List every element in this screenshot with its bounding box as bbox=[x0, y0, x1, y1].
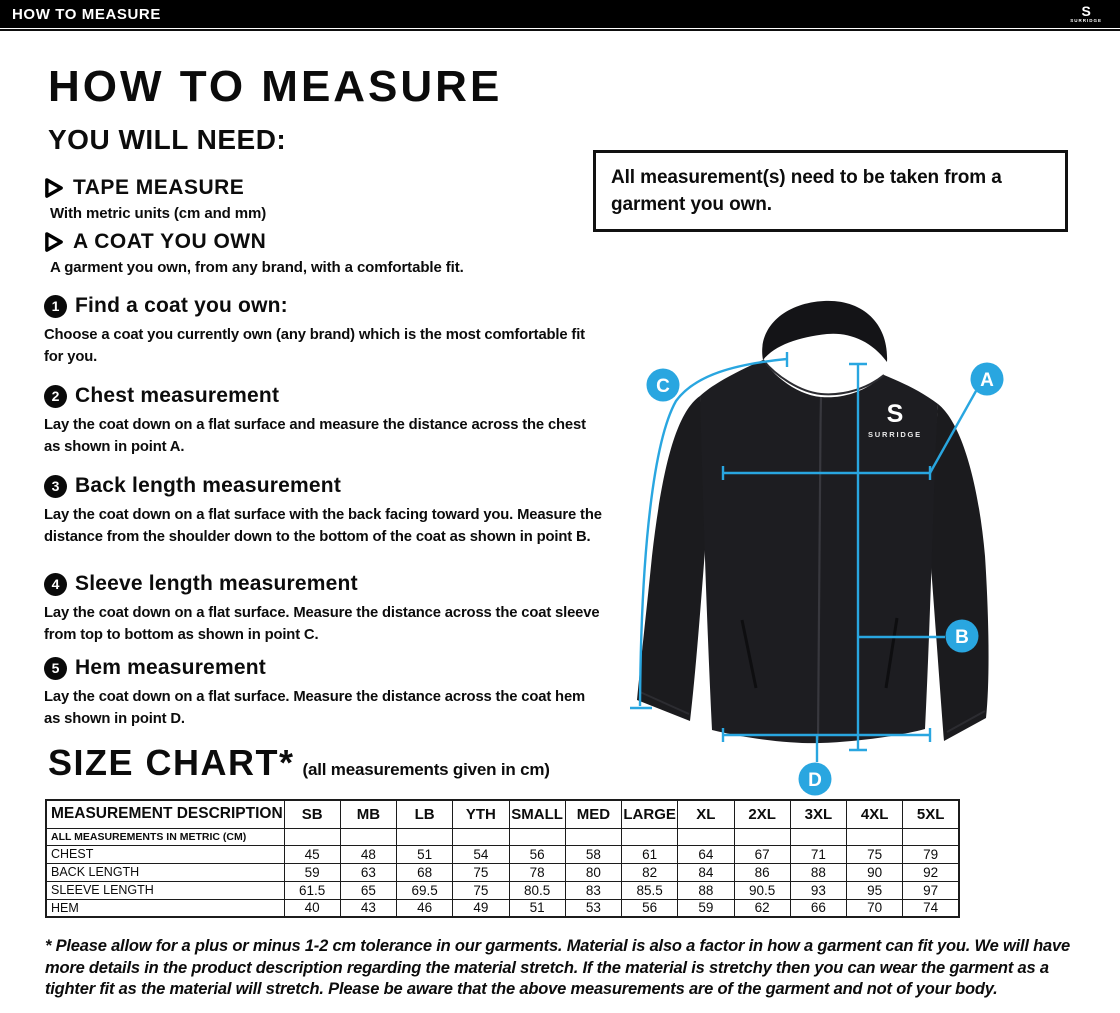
empty-cell bbox=[790, 828, 846, 845]
step-number-badge: 5 bbox=[44, 657, 67, 680]
step-title: Find a coat you own: bbox=[75, 294, 288, 317]
notice-box bbox=[593, 150, 1068, 232]
notice-text: All measurement(s) need to be taken from a garment you own. bbox=[611, 167, 1002, 215]
step-description: Lay the coat down on a flat surface with the back facing toward you. Measure the distance from the shoulder down to the bottom of the coat as shown in point B. bbox=[44, 507, 602, 545]
size-value-cell: 74 bbox=[903, 899, 959, 917]
size-value-cell: 82 bbox=[622, 863, 678, 881]
size-value-cell: 51 bbox=[509, 899, 565, 917]
size-column-header: LARGE bbox=[622, 800, 678, 828]
topbar-title: HOW TO MEASURE bbox=[12, 5, 161, 23]
size-column-header: 4XL bbox=[847, 800, 903, 828]
size-value-cell: 90 bbox=[847, 863, 903, 881]
empty-cell bbox=[453, 828, 509, 845]
empty-cell bbox=[340, 828, 396, 845]
point-d-label: D bbox=[808, 770, 822, 791]
size-value-cell: 70 bbox=[847, 899, 903, 917]
jacket-brand-text: SURRIDGE bbox=[868, 430, 922, 439]
size-value-cell: 90.5 bbox=[734, 881, 790, 899]
size-column-header: SMALL bbox=[509, 800, 565, 828]
size-value-cell: 88 bbox=[678, 881, 734, 899]
step-description: Lay the coat down on a flat surface. Measure the distance across the coat sleeve from top to bottom as shown in point C. bbox=[44, 605, 600, 643]
size-value-cell: 68 bbox=[397, 863, 453, 881]
size-column-header: 2XL bbox=[734, 800, 790, 828]
jacket-hood bbox=[762, 301, 887, 362]
step-1 bbox=[44, 294, 604, 368]
step-4 bbox=[44, 572, 604, 646]
size-value-cell: 59 bbox=[678, 899, 734, 917]
size-value-cell: 88 bbox=[790, 863, 846, 881]
empty-cell bbox=[509, 828, 565, 845]
size-chart-row bbox=[46, 845, 959, 863]
size-value-cell: 71 bbox=[790, 845, 846, 863]
size-value-cell: 93 bbox=[790, 881, 846, 899]
size-value-cell: 69.5 bbox=[397, 881, 453, 899]
requirement-tape-measure bbox=[44, 176, 604, 222]
surridge-logo-text: SURRIDGE bbox=[1070, 18, 1102, 24]
step-description: Lay the coat down on a flat surface. Measure the distance across the coat hem as shown in point D. bbox=[44, 689, 586, 727]
step-description: Choose a coat you currently own (any brand) which is the most comfortable fit for you. bbox=[44, 327, 585, 365]
requirement-label: A COAT YOU OWN bbox=[73, 230, 267, 253]
step-title: Back length measurement bbox=[75, 474, 342, 497]
size-value-cell: 66 bbox=[790, 899, 846, 917]
jacket-right-sleeve bbox=[929, 404, 989, 741]
empty-cell bbox=[622, 828, 678, 845]
size-chart-row bbox=[46, 899, 959, 917]
surridge-logo bbox=[1070, 4, 1108, 24]
size-value-cell: 75 bbox=[453, 881, 509, 899]
size-value-cell: 83 bbox=[565, 881, 621, 899]
size-value-cell: 78 bbox=[509, 863, 565, 881]
size-value-cell: 43 bbox=[340, 899, 396, 917]
step-2 bbox=[44, 384, 604, 458]
you-will-need-heading: YOU WILL NEED: bbox=[48, 124, 287, 155]
step-number-badge: 3 bbox=[44, 475, 67, 498]
tolerance-footnote: * Please allow for a plus or minus 1-2 cm tolerance in our garments. Material is also a factor in how a garment can fit you. We will have more details in the product description regarding the material stretch. If the material is stretchy then you can wear the garment as a tighter fit as the material will stretch. Please be aware that the above measurements are of the garment and not of your body. bbox=[45, 937, 1070, 998]
size-value-cell: 80.5 bbox=[509, 881, 565, 899]
jacket-brand-s-icon: S bbox=[886, 400, 904, 428]
triangle-bullet-icon bbox=[44, 177, 64, 199]
size-column-header: YTH bbox=[453, 800, 509, 828]
step-5 bbox=[44, 656, 604, 730]
size-column-header: 5XL bbox=[903, 800, 959, 828]
step-number-badge: 1 bbox=[44, 295, 67, 318]
size-value-cell: 51 bbox=[397, 845, 453, 863]
measurement-row-label: CHEST bbox=[46, 845, 284, 863]
point-a-label: A bbox=[980, 370, 994, 391]
jacket-measurement-diagram bbox=[600, 288, 1110, 820]
step-number-badge: 2 bbox=[44, 385, 67, 408]
point-b-label: B bbox=[955, 627, 969, 648]
step-title: Hem measurement bbox=[75, 656, 266, 679]
size-value-cell: 45 bbox=[284, 845, 340, 863]
size-value-cell: 95 bbox=[847, 881, 903, 899]
requirement-description: A garment you own, from any brand, with a comfortable fit. bbox=[50, 259, 464, 276]
size-value-cell: 97 bbox=[903, 881, 959, 899]
empty-cell bbox=[397, 828, 453, 845]
step-description: Lay the coat down on a flat surface and measure the distance across the chest as shown in point A. bbox=[44, 417, 586, 455]
size-chart-title: SIZE CHART* bbox=[48, 742, 295, 783]
size-chart-table bbox=[45, 799, 960, 918]
measurement-row-label: HEM bbox=[46, 899, 284, 917]
measurement-description-header: MEASUREMENT DESCRIPTION bbox=[46, 800, 284, 828]
size-value-cell: 75 bbox=[453, 863, 509, 881]
size-value-cell: 56 bbox=[622, 899, 678, 917]
empty-cell bbox=[903, 828, 959, 845]
size-chart-subtitle: (all measurements given in cm) bbox=[302, 760, 550, 779]
empty-cell bbox=[734, 828, 790, 845]
size-value-cell: 40 bbox=[284, 899, 340, 917]
empty-cell bbox=[284, 828, 340, 845]
step-title: Sleeve length measurement bbox=[75, 572, 358, 595]
size-value-cell: 53 bbox=[565, 899, 621, 917]
size-value-cell: 54 bbox=[453, 845, 509, 863]
size-value-cell: 67 bbox=[734, 845, 790, 863]
size-column-header: MB bbox=[340, 800, 396, 828]
point-c-label: C bbox=[656, 376, 670, 397]
measurement-row-label: SLEEVE LENGTH bbox=[46, 881, 284, 899]
step-3 bbox=[44, 474, 604, 548]
metric-note-cell: ALL MEASUREMENTS IN METRIC (CM) bbox=[46, 828, 284, 845]
requirement-coat bbox=[44, 230, 604, 276]
size-value-cell: 80 bbox=[565, 863, 621, 881]
size-value-cell: 65 bbox=[340, 881, 396, 899]
top-bar bbox=[0, 0, 1120, 28]
size-value-cell: 85.5 bbox=[622, 881, 678, 899]
size-column-header: LB bbox=[397, 800, 453, 828]
size-value-cell: 49 bbox=[453, 899, 509, 917]
page-title: HOW TO MEASURE bbox=[48, 62, 503, 111]
size-column-header: XL bbox=[678, 800, 734, 828]
size-column-header: 3XL bbox=[790, 800, 846, 828]
size-value-cell: 62 bbox=[734, 899, 790, 917]
size-value-cell: 63 bbox=[340, 863, 396, 881]
size-column-header: MED bbox=[565, 800, 621, 828]
empty-cell bbox=[847, 828, 903, 845]
size-value-cell: 46 bbox=[397, 899, 453, 917]
metric-note-row bbox=[46, 828, 959, 845]
size-chart-heading bbox=[48, 742, 550, 784]
topbar-divider bbox=[0, 29, 1120, 31]
size-value-cell: 59 bbox=[284, 863, 340, 881]
size-value-cell: 61.5 bbox=[284, 881, 340, 899]
empty-cell bbox=[565, 828, 621, 845]
size-value-cell: 61 bbox=[622, 845, 678, 863]
surridge-s-icon: S bbox=[1081, 3, 1091, 20]
step-title: Chest measurement bbox=[75, 384, 280, 407]
size-value-cell: 79 bbox=[903, 845, 959, 863]
size-value-cell: 48 bbox=[340, 845, 396, 863]
size-value-cell: 64 bbox=[678, 845, 734, 863]
size-value-cell: 56 bbox=[509, 845, 565, 863]
size-chart-row bbox=[46, 881, 959, 899]
empty-cell bbox=[678, 828, 734, 845]
size-column-header: SB bbox=[284, 800, 340, 828]
size-value-cell: 86 bbox=[734, 863, 790, 881]
triangle-bullet-icon bbox=[44, 231, 64, 253]
requirement-label: TAPE MEASURE bbox=[73, 176, 245, 199]
size-chart-row bbox=[46, 863, 959, 881]
size-value-cell: 58 bbox=[565, 845, 621, 863]
measurement-row-label: BACK LENGTH bbox=[46, 863, 284, 881]
size-value-cell: 75 bbox=[847, 845, 903, 863]
size-value-cell: 92 bbox=[903, 863, 959, 881]
size-chart-header-row bbox=[46, 800, 959, 828]
step-number-badge: 4 bbox=[44, 573, 67, 596]
size-value-cell: 84 bbox=[678, 863, 734, 881]
requirement-description: With metric units (cm and mm) bbox=[50, 205, 267, 222]
jacket-left-sleeve bbox=[637, 396, 708, 721]
